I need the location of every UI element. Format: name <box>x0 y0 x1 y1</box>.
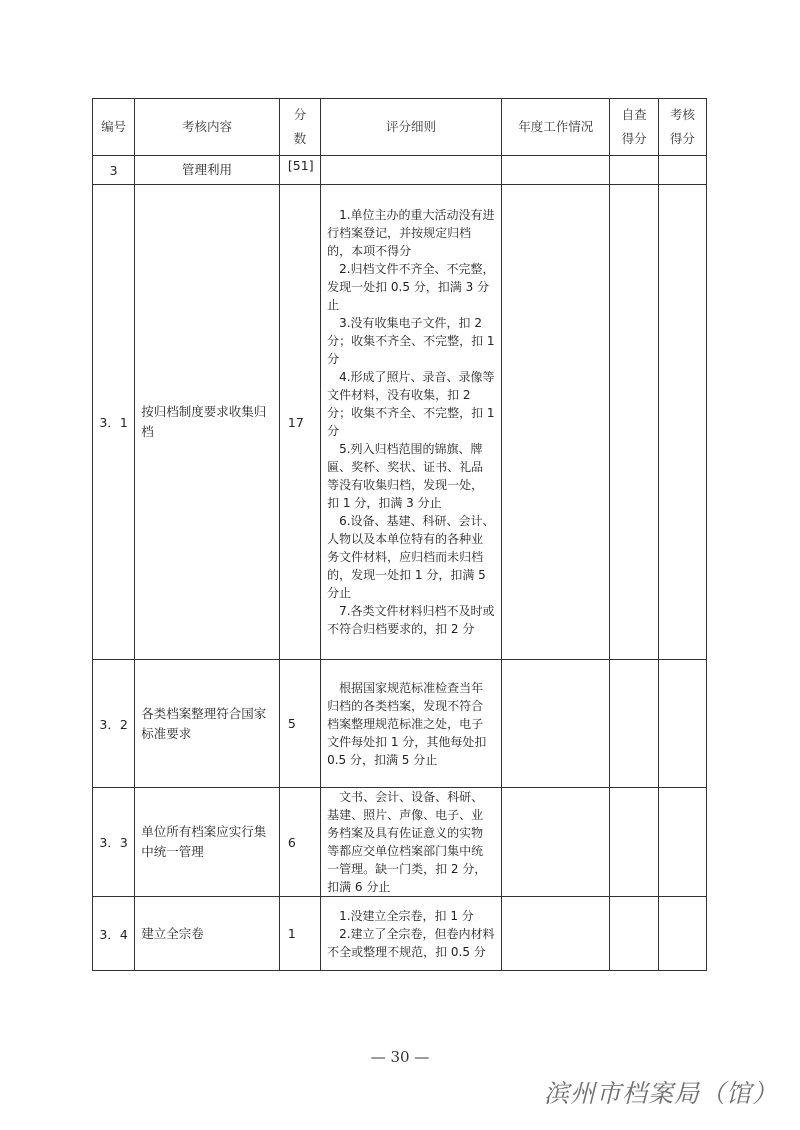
row-score: 6 <box>279 788 320 897</box>
header-self-score <box>610 99 658 156</box>
header-score-line2: 数 <box>293 131 307 146</box>
table-row <box>93 185 707 660</box>
row-detail <box>321 788 502 897</box>
row-num: 3．3 <box>93 788 135 897</box>
row-content: 单位所有档案应实行集中统一管理 <box>135 788 280 897</box>
detail-item: 6.设备、基建、科研、会计、人物以及本单位特有的各种业务文件材料，应归档而未归档的，发现一处扣 1 分，扣满 5 分止 <box>327 514 495 600</box>
row-self-cell <box>610 185 658 660</box>
detail-item: 2.建立了全宗卷，但卷内材料不全或整理不规范，扣 0.5 分 <box>327 926 495 959</box>
row-exam-cell <box>658 660 706 788</box>
row-exam-cell <box>658 788 706 897</box>
section-num: 3 <box>93 156 135 185</box>
row-annual-cell <box>501 897 610 971</box>
assessment-table <box>92 98 707 971</box>
row-annual-cell <box>501 788 610 897</box>
header-annual: 年度工作情况 <box>501 99 610 156</box>
row-exam-cell <box>658 185 706 660</box>
detail-item: 根据国家规范标准检查当年归档的各类档案，发现不符合档案整理规范标准之处，电子文件每处扣 1 分，其他每处扣 0.5 分，扣满 5 分止 <box>327 680 487 767</box>
row-annual-cell <box>501 660 610 788</box>
detail-item: 2.归档文件不齐全、不完整，发现一处扣 0.5 分，扣满 3 分止 <box>327 262 495 312</box>
row-score: 5 <box>279 660 320 788</box>
header-exam-line2: 得分 <box>669 131 695 146</box>
detail-item: 4.形成了照片、录音、录像等文件材料，没有收集，扣 2 分；收集不齐全、不完整，扣 1 分 <box>327 370 495 438</box>
row-annual-cell <box>501 185 610 660</box>
row-num: 3．2 <box>93 660 135 788</box>
header-self-line2: 得分 <box>621 131 647 146</box>
section-detail-cell <box>321 156 502 185</box>
table-row <box>93 660 707 788</box>
header-score-line1: 分 <box>293 107 307 122</box>
section-content: 管理利用 <box>135 156 280 185</box>
header-row <box>93 99 707 156</box>
section-exam-cell <box>658 156 706 185</box>
header-exam-score <box>658 99 706 156</box>
section-row <box>93 156 707 185</box>
section-score: [51] <box>279 156 320 185</box>
section-annual-cell <box>501 156 610 185</box>
table-row <box>93 788 707 897</box>
detail-item: 1.单位主办的重大活动没有进行档案登记，并按规定归档的，本项不得分 <box>327 208 495 258</box>
row-detail <box>321 185 502 660</box>
row-num: 3．1 <box>93 185 135 660</box>
row-detail <box>321 660 502 788</box>
detail-item: 文书、会计、设备、科研、基建、照片、声像、电子、业务档案及具有佐证意义的实物等都应交单位档案部门集中统一管理。缺一门类，扣 2 分，扣满 6 分止 <box>327 790 487 894</box>
header-self-line1: 自查 <box>621 107 647 122</box>
row-score: 1 <box>279 897 320 971</box>
section-self-cell <box>610 156 658 185</box>
header-exam-line1: 考核 <box>669 107 695 122</box>
header-score <box>279 99 320 156</box>
row-self-cell <box>610 897 658 971</box>
row-num: 3．4 <box>93 897 135 971</box>
detail-item: 5.列入归档范围的锦旗、牌匾、奖杯、奖状、证书、礼品等没有收集归档，发现一处，扣 1 分，扣满 3 分止 <box>327 442 484 510</box>
row-content: 按归档制度要求收集归档 <box>135 185 280 660</box>
watermark: 滨州市档案局（馆） <box>543 1079 778 1108</box>
page-number: — 30 — <box>370 1048 430 1066</box>
detail-item: 1.没建立全宗卷，扣 1 分 <box>339 908 474 923</box>
detail-item: 7.各类文件材料归档不及时或不符合归档要求的，扣 2 分 <box>327 604 495 636</box>
header-num: 编号 <box>93 99 135 156</box>
header-detail: 评分细则 <box>321 99 502 156</box>
row-content: 各类档案整理符合国家标准要求 <box>135 660 280 788</box>
row-self-cell <box>610 660 658 788</box>
header-content: 考核内容 <box>135 99 280 156</box>
row-detail <box>321 897 502 971</box>
detail-item: 3.没有收集电子文件，扣 2 分；收集不齐全、不完整，扣 1 分 <box>327 316 495 366</box>
row-exam-cell <box>658 897 706 971</box>
row-content: 建立全宗卷 <box>135 897 280 971</box>
row-score: 17 <box>279 185 320 660</box>
table-row <box>93 897 707 971</box>
row-self-cell <box>610 788 658 897</box>
